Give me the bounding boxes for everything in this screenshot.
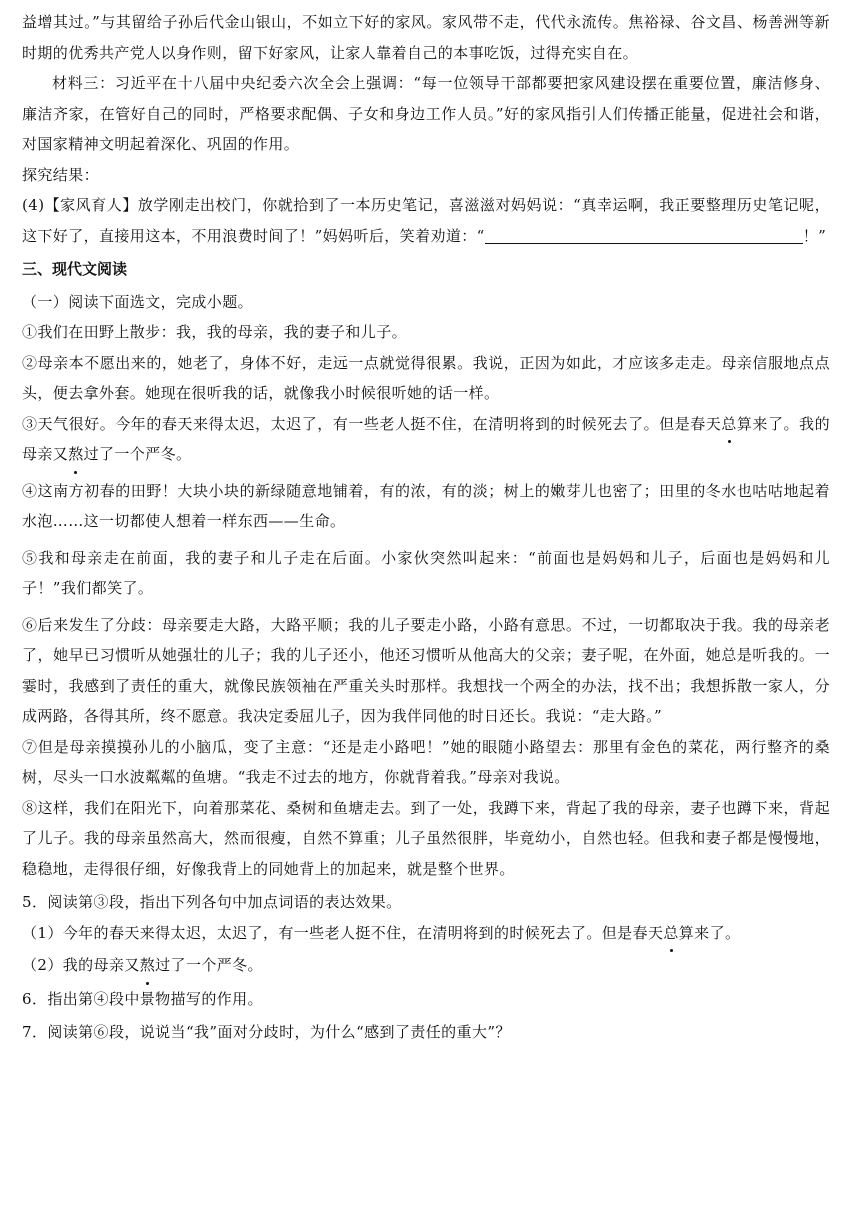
dotted-word-ao: 熬 [68,439,83,470]
dotted-word-zong-q: 总 [663,918,678,949]
paragraph-6: ⑥后来发生了分歧：母亲要走大路，大路平顺；我的儿子要走小路，小路有意思。不过，一切都取决于我。我的母亲老了，她早已习惯听从她强壮的儿子；我的儿子还小，他还习惯听从他高大的父亲；妻子呢，在外面，她总是听我的。一霎时，我感到了责任的重大，就像民族领袖在严重关头时那样。我想找一个两全的办法，找不出；我想拆散一家人，分成两路，各得其所，终不愿意。我决定委屈儿子，因为我伴同他的时日还长。我说：“走大路。” [22,615,830,725]
answer-blank[interactable] [485,227,803,244]
paragraph-3-part-b: 算来了。我的母亲又 [22,414,830,463]
dotted-word-ao-q: 熬 [140,950,155,981]
paragraph-3-part-c: 过了一个严冬。 [83,445,192,463]
subsection-intro: （一）阅读下面选文，完成小题。 [22,292,254,311]
paragraph-1: ①我们在田野上散步：我，我的母亲，我的妻子和儿子。 [22,323,408,341]
question-5-item-1-a: （1）今年的春天来得太迟，太迟了，有一些老人挺不住，在清明将到的时候死去了。但是春天 [22,923,664,942]
question-4 [22,190,830,251]
material-two-tail: 益增其过。”与其留给子孙后代金山银山，不如立下好的家风。家风带不走，代代永流传。焦裕禄、谷文昌、杨善洲等新时期的优秀共产党人以身作则，留下好家风，让家人靠着自己的本事吃饭，过得充实自在。 [22,13,830,62]
question-5-item-2-b: 过了一个严冬。 [155,956,263,974]
paragraph-4: ④这南方初春的田野！大块小块的新绿随意地铺着，有的浓，有的淡；树上的嫩芽儿也密了；田里的冬水也咕咕地起着水泡……这一切都使人想着一样东西——生命。 [22,481,830,530]
section-3-title: 三、现代文阅读 [22,260,128,278]
paragraph-3 [22,409,830,470]
paragraph-5: ⑤我和母亲走在前面，我的妻子和儿子走在后面。小家伙突然叫起来：“前面也是妈妈和儿子，后面也是妈妈和儿子！”我们都笑了。 [22,548,830,597]
paragraph-2: ②母亲本不愿出来的，她老了，身体不好，走远一点就觉得很累。我说，正因为如此，才应该多走走。母亲信服地点点头，便去拿外套。她现在很听我的话，就像我小时候很听她的话一样。 [22,353,830,402]
question-5-item-1-b: 算来了。 [678,923,741,942]
question-5-item-2 [22,950,830,981]
paragraph-7: ⑦但是母亲摸摸孙儿的小脑瓜，变了主意：“还是走小路吧！”她的眼随小路望去：那里有金色的菜花，两行整齐的桑树，尽头一口水波粼粼的鱼塘。“我走不过去的地方，你就背着我。”母亲对我说。 [22,737,830,786]
question-5: 5．阅读第③段，指出下列各句中加点词语的表达效果。 [22,893,402,911]
paragraph-3-part-a: ③天气很好。今年的春天来得太迟，太迟了，有一些老人挺不住，在清明将到的时候死去了。但是春天 [22,414,722,433]
question-6: 6．指出第④段中景物描写的作用。 [22,989,263,1008]
result-label: 探究结果： [22,165,100,184]
question-5-item-2-a: （2）我的母亲又 [22,956,140,974]
document-page [22,0,830,1048]
question-4-text: (4)【家风育人】放学刚走出校门，你就拾到了一本历史笔记，喜滋滋对妈妈说：“真幸运啊，我正要整理历史笔记呢，这下好了，直接用这本，不用浪费时间了！”妈妈听后，笑着劝道：“ [22,196,830,245]
dotted-word-zong: 总 [721,409,736,440]
paragraph-8: ⑧这样，我们在阳光下，向着那菜花、桑树和鱼塘走去。到了一处，我蹲下来，背起了我的母亲，妻子也蹲下来，背起了儿子。我的母亲虽然高大，然而很瘦，自然不算重；儿子虽然很胖，毕竟幼小，自然也轻。但我和妻子都是慢慢地，稳稳地，走得很仔细，好像我背上的同她背上的加起来，就是整个世界。 [22,798,830,878]
material-three: 材料三：习近平在十八届中央纪委六次全会上强调：“每一位领导干部都要把家风建设摆在重要位置，廉洁修身、廉洁齐家，在管好自己的同时，严格要求配偶、子女和身边工作人员。”好的家风指引人们传播正能量，促进社会和谐，对国家精神文明起着深化、巩固的作用。 [22,74,830,153]
question-7: 7．阅读第⑥段，说说当“我”面对分歧时，为什么“感到了责任的重大”？ [22,1023,511,1041]
question-5-item-1 [22,918,830,949]
question-4-end: ！” [802,226,827,245]
